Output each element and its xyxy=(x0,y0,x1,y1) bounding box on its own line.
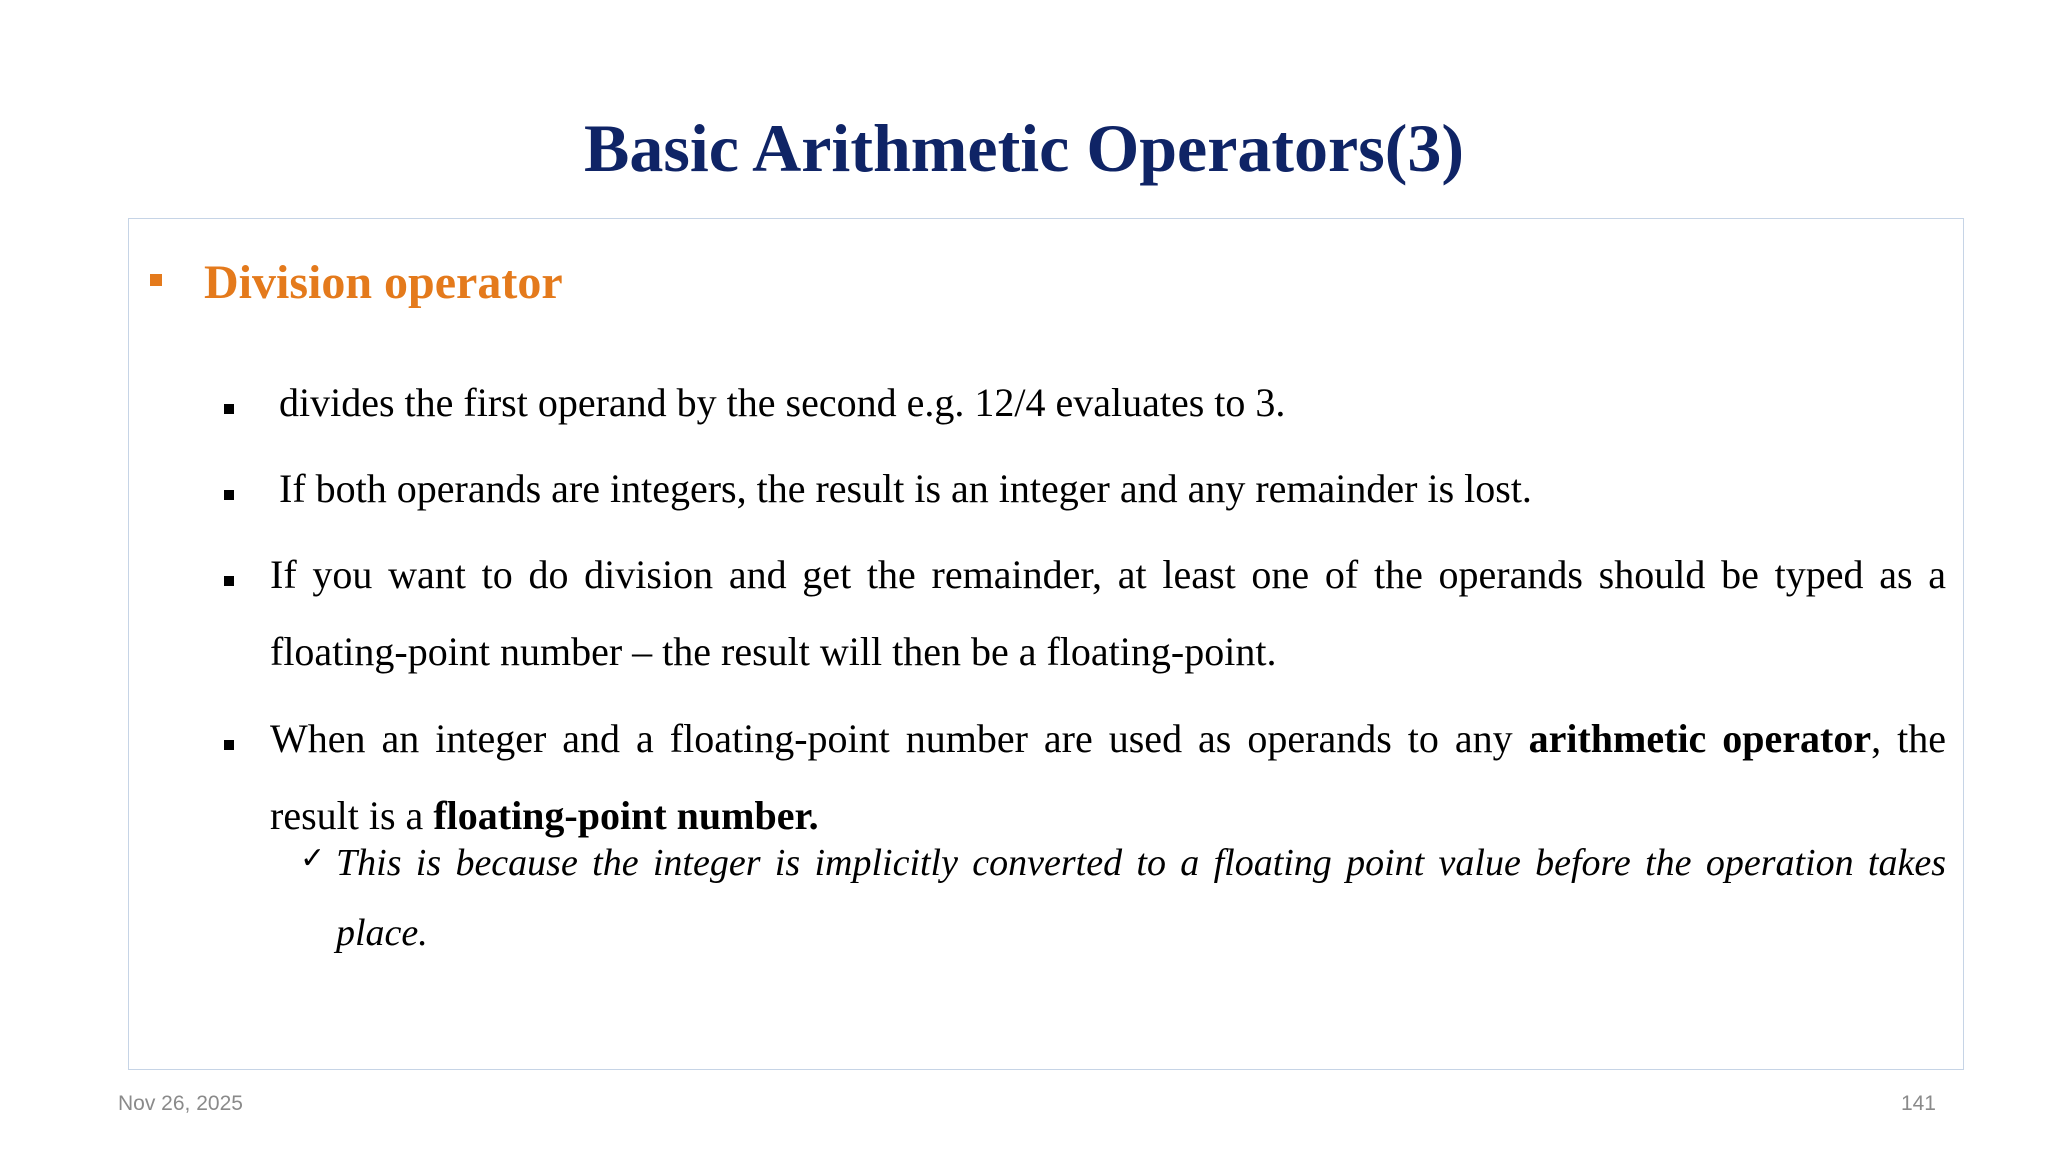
section-heading: Division operator xyxy=(204,256,563,309)
bullet-item-3 xyxy=(224,552,1946,690)
heading-bullet xyxy=(150,256,563,314)
bullet-text-4-part-a: When an integer and a floating-point number are used as operands to any xyxy=(270,716,1529,761)
bullet-text-4-part-b: , the result is a xyxy=(270,716,1947,838)
checkmark-icon: ✓ xyxy=(300,841,326,876)
sub-bullet-text: This is because the integer is implicitly converted to a floating point value before the operation takes place. xyxy=(336,842,1946,954)
square-bullet-icon xyxy=(224,740,234,750)
bullet-text-2: If both operands are integers, the result is an integer and any remainder is lost. xyxy=(279,466,1532,511)
square-bullet-icon xyxy=(224,490,234,500)
bullet-item-1 xyxy=(224,380,1946,441)
bullet-text-3: If you want to do division and get the remainder, at least one of the operands should be typed as a floating-point number – the result will then be a floating-point. xyxy=(270,552,1946,674)
sub-bullet-item xyxy=(300,841,1946,968)
bold-floating-point-number: floating-point number. xyxy=(433,793,819,838)
square-bullet-icon xyxy=(224,404,234,414)
footer-page-number: 141 xyxy=(1900,1092,1936,1115)
orange-square-bullet-icon xyxy=(150,274,162,286)
bold-arithmetic-operator: arithmetic operator xyxy=(1528,716,1872,761)
footer-date: Nov 26, 2025 xyxy=(118,1092,243,1115)
slide-title: Basic Arithmetic Operators(3) xyxy=(584,110,1464,186)
bullet-item-2 xyxy=(224,466,1946,527)
bullet-text-1: divides the first operand by the second e.g. 12/4 evaluates to 3. xyxy=(279,380,1286,425)
square-bullet-icon xyxy=(224,576,234,586)
